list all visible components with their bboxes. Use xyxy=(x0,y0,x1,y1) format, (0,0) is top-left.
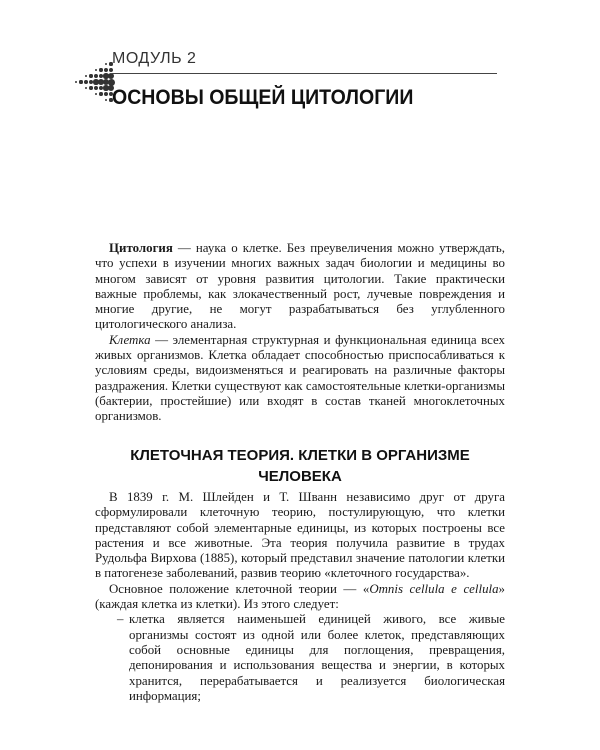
cell-definition: — элементарная структурная и функциональная единица всех живых организмов. Клетка обладает способностью приспосабливаться к условиям среды, видоизменяться и реагировать на различные факторы раздражения. Клетки существуют как самостоятельные клетки-организмы (бактерии, простейшие) или входят в состав тканей многоклеточных организмов. xyxy=(95,332,505,424)
dash-bullet: – xyxy=(117,612,124,627)
decorative-dot xyxy=(99,68,102,71)
decorative-dot xyxy=(84,80,88,84)
decorative-dot xyxy=(85,87,88,90)
paragraph-cytology xyxy=(95,241,505,333)
decorative-dot xyxy=(99,92,102,95)
decorative-dot xyxy=(85,75,88,78)
section-heading-line-2: ЧЕЛОВЕКА xyxy=(258,468,342,485)
paragraph-main-postulate xyxy=(95,582,505,613)
decorative-dot xyxy=(109,68,114,73)
postulate-intro: Основное положение клеточной теории — « xyxy=(109,581,370,596)
list-item-text: клетка является наименьшей единицей живого, все живые организмы состоят из одной или более клеток, представляющих собой основные единицы для поглощения, превращения, депонирования и использования вещества и энергии, в которых хранится, перерабатывается и реализуется биологическая информация; xyxy=(129,612,505,703)
intro-text xyxy=(95,241,505,425)
term-cell: Клетка xyxy=(109,332,151,347)
decorative-dot xyxy=(104,68,108,72)
decorative-dot xyxy=(104,92,108,96)
module-label: МОДУЛЬ 2 xyxy=(112,50,197,67)
decorative-dot xyxy=(105,99,108,102)
header-rule xyxy=(112,73,497,74)
decorative-dot xyxy=(75,81,78,84)
latin-postulate: Omnis cellula e cellula xyxy=(369,581,499,596)
decorative-dot xyxy=(89,86,92,89)
paragraph-history: В 1839 г. М. Шлейден и Т. Шванн независимо друг от друга сформулировали клеточную теорию, постулирующую, что клетки представляют собой элементарные единицы, из которых построены все растения и все животные. Эта теория получила развитие в трудах Рудольфа Вирхова (1885), который представил значение патологии клетки в патогенезе заболеваний, развив теорию «клеточного государства». xyxy=(95,490,505,581)
decorative-dot xyxy=(94,86,98,90)
decorative-dot xyxy=(95,93,98,96)
paragraph-cell xyxy=(95,333,505,425)
decorative-dot xyxy=(105,63,108,66)
list-item xyxy=(117,612,505,704)
postulate-outro: » (каждая клетка из клетки). Из этого следует: xyxy=(95,581,505,612)
decorative-dot xyxy=(95,69,98,72)
module-title: ОСНОВЫ ОБЩЕЙ ЦИТОЛОГИИ xyxy=(112,86,414,109)
decorative-dot xyxy=(94,74,98,78)
decorative-dot xyxy=(89,74,92,77)
section-heading-line-1: КЛЕТОЧНАЯ ТЕОРИЯ. КЛЕТКИ В ОРГАНИЗМЕ xyxy=(130,447,470,464)
section-heading xyxy=(95,445,505,487)
decorative-dot xyxy=(79,80,82,83)
term-cytology: Цитология xyxy=(109,241,173,255)
cell-theory-text xyxy=(95,490,505,704)
cytology-definition: — наука о клетке. Без преувеличения можно утверждать, что успехи в изучении многих важных задач биологии и медицины во многом зависят от уровня развития цитологии. Такие практически важные проблемы, как злокачественный рост, лучевые повреждения и многие другие, не могут разрабатываться без углубленного цитологического анализа. xyxy=(95,241,505,332)
